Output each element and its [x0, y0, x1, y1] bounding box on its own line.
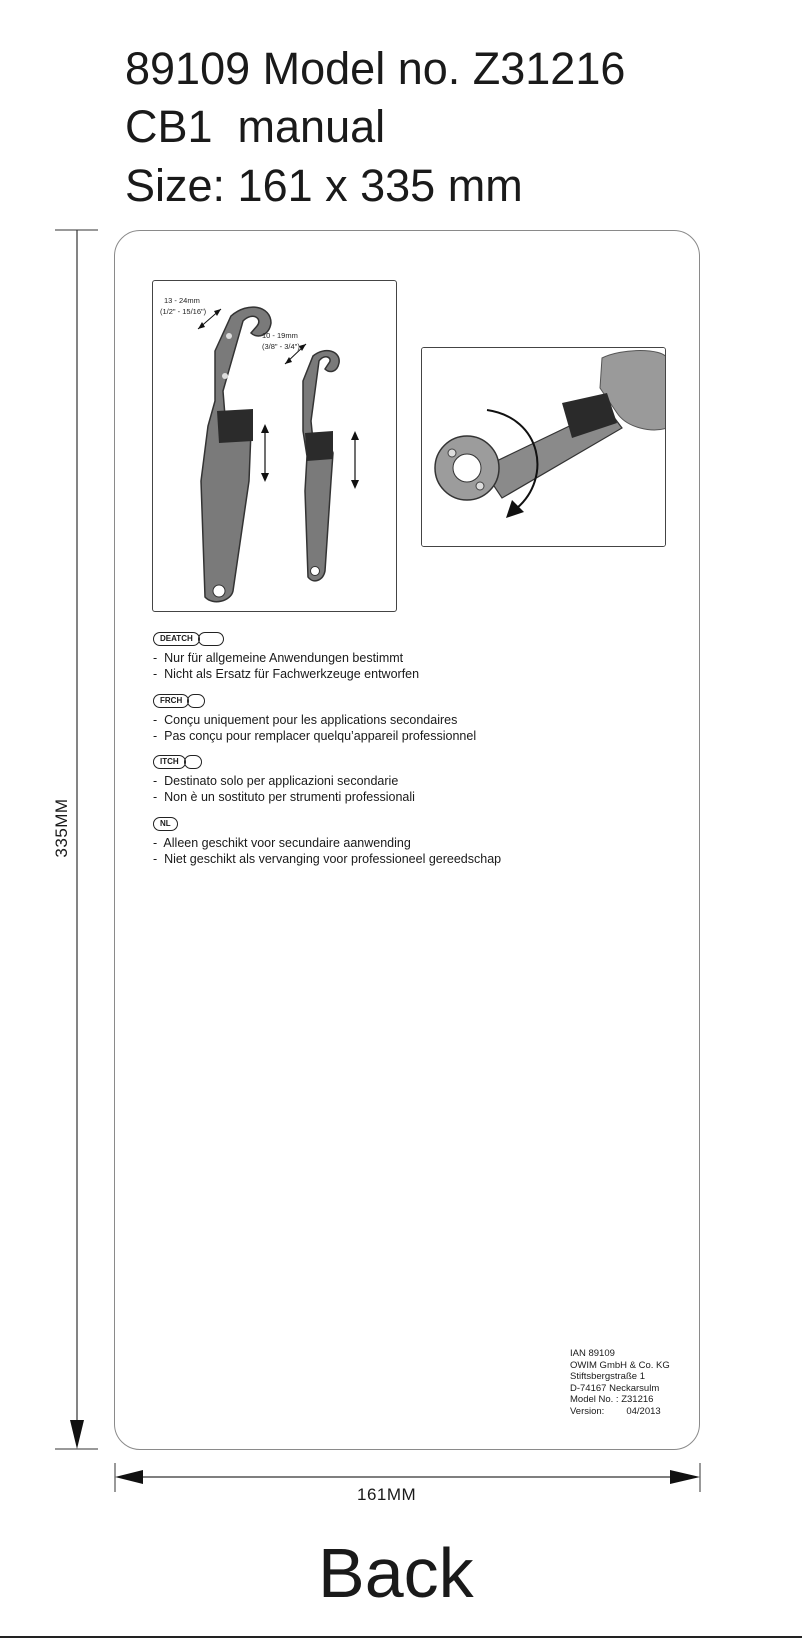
lang-badge-nl: NL	[153, 817, 178, 831]
imprint-street: Stiftsbergstraße 1	[570, 1371, 645, 1383]
instruction-line: - Conçu uniquement pour les applications secondaires	[153, 713, 476, 729]
small-range-label: 10 - 19mm	[262, 331, 298, 340]
wrench-usage-figure	[421, 347, 666, 547]
imprint-city: D-74167 Neckarsulm	[570, 1382, 660, 1394]
wrench-sizes-figure	[152, 280, 397, 612]
large-range-label: 13 - 24mm	[164, 296, 200, 305]
imprint-block	[570, 1348, 670, 1418]
imprint-company: OWIM GmbH & Co. KG	[570, 1359, 670, 1371]
lang-badge-empty	[184, 755, 202, 769]
height-arrow-icon	[70, 1420, 84, 1449]
lang-block-it	[153, 753, 415, 805]
imprint-ian: IAN 89109	[570, 1348, 615, 1359]
width-dimension-label: 161MM	[357, 1485, 417, 1504]
lang-block-fr	[153, 692, 476, 744]
lang-badge-fr: FRCH	[153, 694, 189, 708]
header-model-line: 89109 Model no. Z31216	[125, 43, 626, 94]
small-range-inch-label: (3/8" - 3/4")	[262, 342, 300, 351]
imprint-version: Version: 04/2013	[570, 1405, 661, 1417]
lang-block-nl	[153, 815, 501, 867]
side-label: Back	[318, 1534, 474, 1612]
width-arrow-left-icon	[115, 1470, 143, 1484]
height-dimension-label: 335MM	[52, 798, 71, 858]
instruction-line: - Alleen geschikt voor secundaire aanwending	[153, 836, 501, 852]
lang-block-de	[153, 630, 419, 682]
header-manual-line: CB1 manual	[125, 101, 386, 152]
imprint-model: Model No. : Z31216	[570, 1394, 654, 1406]
large-range-inch-label: (1/2" - 15/16")	[160, 307, 207, 316]
instruction-line: - Niet geschikt als vervanging voor professioneel gereedschap	[153, 852, 501, 868]
instruction-line: - Nur für allgemeine Anwendungen bestimmt	[153, 651, 419, 667]
instruction-line: - Pas conçu pour remplacer quelqu’appareil professionnel	[153, 729, 476, 745]
lang-badge-empty	[198, 632, 224, 646]
instruction-line: - Non è un sostituto per strumenti professionali	[153, 790, 415, 806]
lang-badge-empty	[187, 694, 205, 708]
width-arrow-right-icon	[670, 1470, 700, 1484]
lang-badge-it: ITCH	[153, 755, 186, 769]
header-size-line: Size: 161 x 335 mm	[125, 160, 523, 211]
instruction-line: - Destinato solo per applicazioni secondarie	[153, 774, 415, 790]
lang-badge-de: DEATCH	[153, 632, 200, 646]
instruction-line: - Nicht als Ersatz für Fachwerkzeuge entworfen	[153, 667, 419, 683]
